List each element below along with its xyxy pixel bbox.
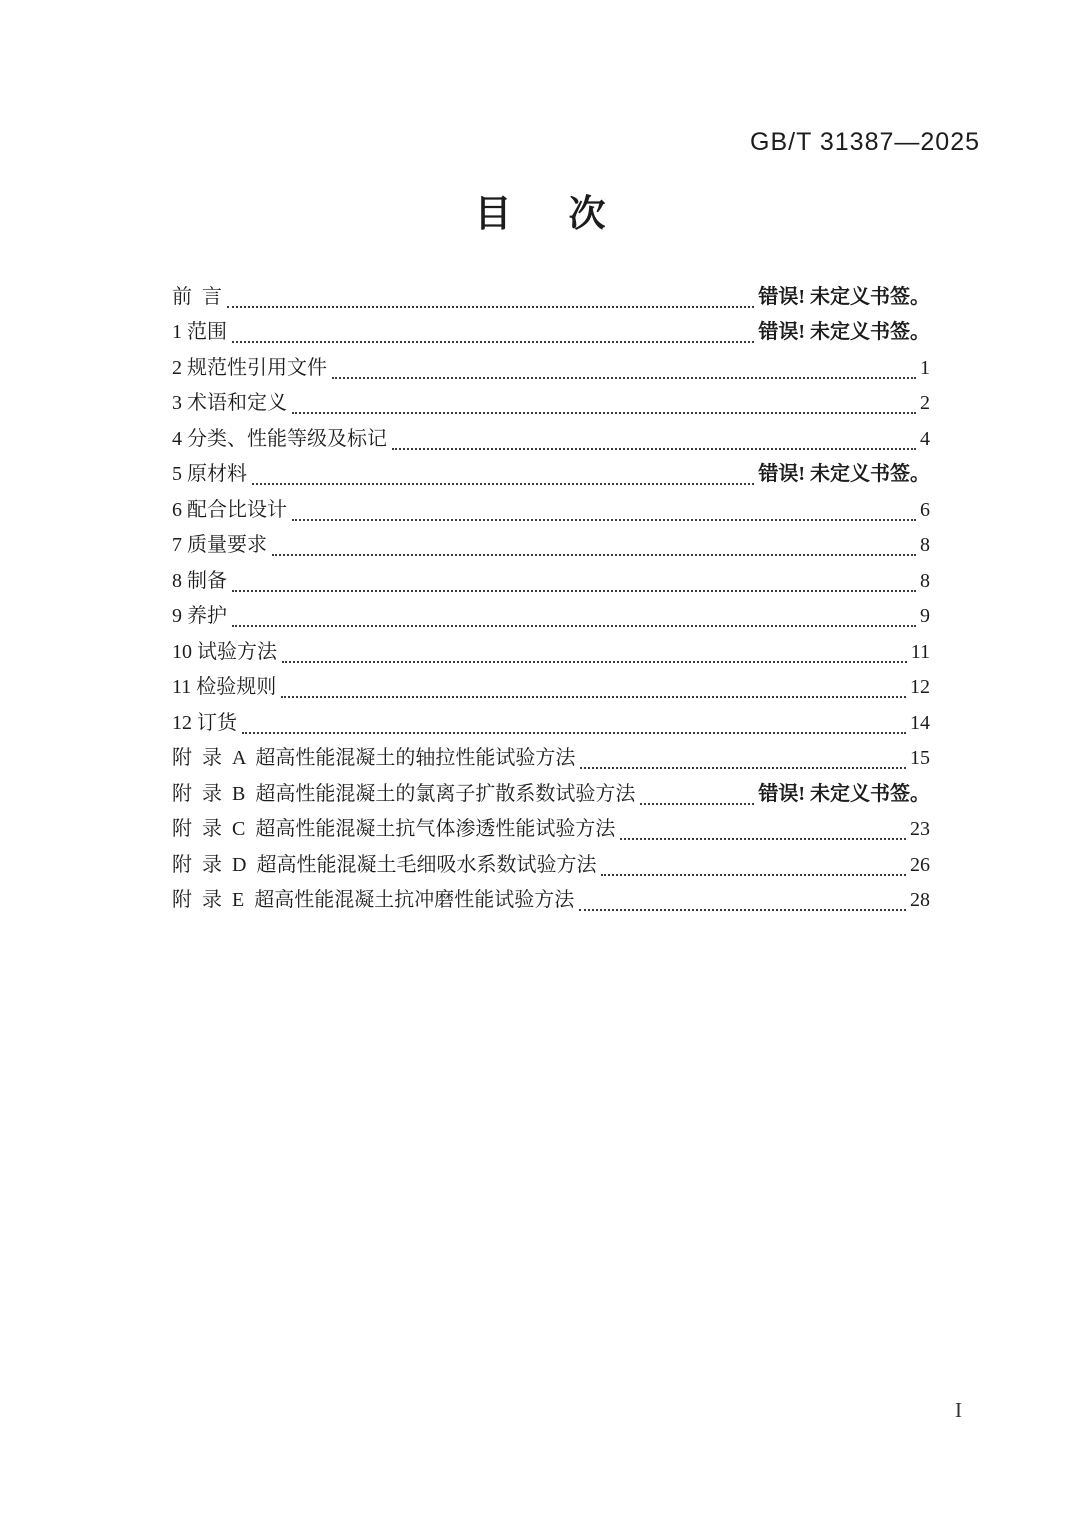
toc-entry-page: 错误! 未定义书签。 <box>758 782 930 805</box>
toc-entry-label: 3 术语和定义 <box>172 392 287 415</box>
toc-list <box>172 279 930 918</box>
toc-entry-label: 8 制备 <box>172 569 227 592</box>
toc-entry-label: 12 订货 <box>172 711 237 734</box>
toc-entry <box>172 279 930 315</box>
toc-entry <box>172 315 930 351</box>
toc-entry <box>172 528 930 564</box>
dot-leader <box>292 412 916 414</box>
toc-entry-label: 附 录 C 超高性能混凝土抗气体渗透性能试验方法 <box>172 818 616 841</box>
toc-entry-page: 26 <box>910 853 930 876</box>
toc-entry <box>172 670 930 706</box>
dot-leader <box>640 803 754 805</box>
toc-entry <box>172 457 930 493</box>
toc-entry-label: 附 录 B 超高性能混凝土的氯离子扩散系数试验方法 <box>172 782 636 805</box>
toc-entry-page: 14 <box>910 711 930 734</box>
toc-entry-label: 2 规范性引用文件 <box>172 356 327 379</box>
toc-entry <box>172 350 930 386</box>
toc-entry <box>172 599 930 635</box>
dot-leader <box>392 448 916 450</box>
dot-leader <box>292 519 916 521</box>
dot-leader <box>281 696 906 698</box>
toc-entry <box>172 492 930 528</box>
toc-entry-page: 23 <box>910 818 930 841</box>
toc-entry <box>172 386 930 422</box>
toc-entry-label: 附 录 D 超高性能混凝土毛细吸水系数试验方法 <box>172 853 597 876</box>
toc-entry-label: 11 检验规则 <box>172 676 277 699</box>
toc-entry-page: 错误! 未定义书签。 <box>758 321 930 344</box>
dot-leader <box>232 590 916 592</box>
toc-entry-label: 5 原材料 <box>172 463 247 486</box>
toc-entry <box>172 421 930 457</box>
toc-entry <box>172 634 930 670</box>
dot-leader <box>232 625 916 627</box>
dot-leader <box>579 909 906 911</box>
toc-entry <box>172 776 930 812</box>
toc-entry-page: 错误! 未定义书签。 <box>758 285 930 308</box>
toc-entry <box>172 812 930 848</box>
toc-entry-page: 1 <box>920 356 930 379</box>
toc-entry-page: 8 <box>920 534 930 557</box>
dot-leader <box>601 874 906 876</box>
toc-entry-label: 9 养护 <box>172 605 227 628</box>
toc-entry <box>172 705 930 741</box>
toc-entry-page: 28 <box>910 889 930 912</box>
toc-entry-page: 15 <box>910 747 930 770</box>
toc-entry <box>172 883 930 919</box>
dot-leader <box>232 341 754 343</box>
dot-leader <box>242 732 906 734</box>
toc-entry-page: 11 <box>910 640 930 663</box>
toc-entry <box>172 847 930 883</box>
toc-entry <box>172 741 930 777</box>
toc-entry-page: 12 <box>910 676 930 699</box>
page-title: 目 次 <box>474 193 616 234</box>
toc-entry-page: 2 <box>920 392 930 415</box>
standard-number: GB/T 31387—2025 <box>750 128 980 156</box>
toc-entry-label: 6 配合比设计 <box>172 498 287 521</box>
toc-entry-label: 10 试验方法 <box>172 640 277 663</box>
toc-entry-label: 附 录 A 超高性能混凝土的轴拉性能试验方法 <box>172 747 576 770</box>
toc-entry-page: 6 <box>920 498 930 521</box>
toc-entry-page: 9 <box>920 605 930 628</box>
toc-entry-label: 附 录 E 超高性能混凝土抗冲磨性能试验方法 <box>172 889 575 912</box>
dot-leader <box>332 377 916 379</box>
toc-entry-page: 错误! 未定义书签。 <box>758 463 930 486</box>
dot-leader <box>272 554 916 556</box>
dot-leader <box>580 767 906 769</box>
toc-entry <box>172 563 930 599</box>
dot-leader <box>282 661 907 663</box>
toc-entry-label: 1 范围 <box>172 321 227 344</box>
toc-entry-label: 前 言 <box>172 285 222 308</box>
footer-page-number: I <box>955 1398 962 1422</box>
toc-entry-label: 4 分类、性能等级及标记 <box>172 427 387 450</box>
dot-leader <box>620 838 906 840</box>
dot-leader <box>227 306 754 308</box>
dot-leader <box>252 483 754 485</box>
toc-entry-page: 4 <box>920 427 930 450</box>
toc-entry-label: 7 质量要求 <box>172 534 267 557</box>
toc-entry-page: 8 <box>920 569 930 592</box>
